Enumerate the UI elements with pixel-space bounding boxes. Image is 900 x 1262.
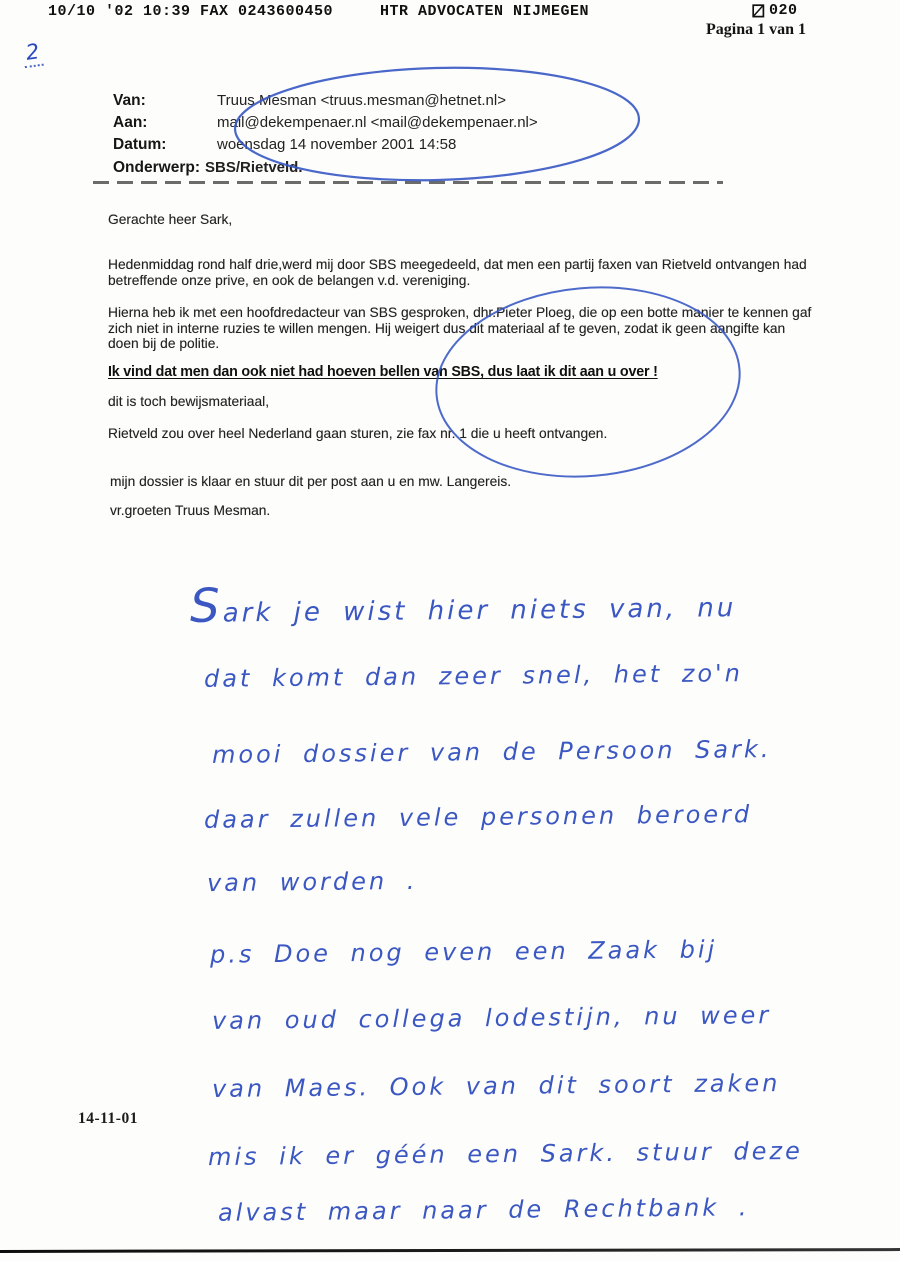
handwriting-line: van oud collega lodestijn, nu weer	[211, 1001, 772, 1035]
handwriting-line: daar zullen vele personen beroerd	[203, 800, 753, 834]
mail-field-value: mail@dekempenaer.nl <mail@dekempenaer.nl>	[217, 114, 538, 131]
fax-timestamp: 10/10 '02 10:39 FAX 0243600450	[48, 3, 334, 20]
mail-field-value: SBS/Rietveld.	[204, 159, 303, 176]
handwriting-line: Sark je wist hier niets van, nu	[189, 579, 737, 634]
mail-field-label: Onderwerp:	[113, 159, 200, 176]
handwriting-line: van Maes. Ook van dit soort zaken	[211, 1069, 781, 1103]
mail-header-row-van	[113, 92, 506, 110]
fax-page-counter	[752, 2, 798, 19]
handwritten-page-number: 2	[21, 39, 44, 68]
handwriting-line: p.s Doe nog even een Zaak bij	[209, 935, 718, 969]
body-paragraph-2: Hierna heb ik met een hoofdredacteur van SBS gesproken, dhr.Pieter Ploeg, die op een botte manier te kennen gaf zich niet in interne ruzies te willen mengen. Hij weigert dus dit materiaal af te geven, zodat ik geen aangifte kan doen bij de politie.	[108, 305, 812, 352]
date-stamp: 14-11-01	[78, 1110, 138, 1127]
body-emphasis-line: Ik vind dat men dan ook niet had hoeven bellen van SBS, dus laat ik dit aan u over !	[108, 364, 658, 380]
mail-field-value: woensdag 14 november 2001 14:58	[217, 136, 457, 153]
mail-field-label: Van:	[113, 92, 146, 109]
header-separator-line	[93, 181, 723, 184]
handwriting-line: dat komt dan zeer snel, het zo'n	[203, 659, 744, 693]
mail-field-label: Aan:	[113, 114, 148, 131]
mail-header-row-datum	[113, 136, 456, 154]
mail-header-row-onderwerp	[113, 159, 303, 177]
mail-field-value: Truus Mesman <truus.mesman@hetnet.nl>	[217, 92, 506, 109]
body-paragraph-5: mijn dossier is klaar en stuur dit per post aan u en mw. Langereis.	[110, 474, 512, 489]
handwriting-line: alvast maar naar de Rechtbank .	[217, 1193, 750, 1227]
page-info: Pagina 1 van 1	[706, 21, 807, 38]
fax-sender-name: HTR ADVOCATEN NIJMEGEN	[380, 3, 590, 20]
fax-page-icon	[752, 4, 765, 18]
handwriting-line: van worden .	[206, 866, 418, 898]
mail-header-row-aan	[113, 114, 538, 132]
handwriting-line: mooi dossier van de Persoon Sark.	[211, 735, 772, 769]
salutation: Gerachte heer Sark,	[108, 212, 233, 227]
scan-artifact-line	[0, 1248, 900, 1253]
body-paragraph-3: dit is toch bewijsmateriaal,	[108, 394, 270, 409]
mail-field-label: Datum:	[113, 136, 167, 153]
fax-page-number: 020	[769, 2, 798, 19]
handwriting-line: mis ik er géén een Sark. stuur deze	[207, 1136, 803, 1172]
body-closing: vr.groeten Truus Mesman.	[110, 503, 271, 518]
body-paragraph-1: Hedenmiddag rond half drie,werd mij door SBS meegedeeld, dat men een partij faxen van Rietveld ontvangen had betreffende onze prive, en ook de belangen v.d. vereniging.	[108, 257, 807, 288]
body-paragraph-4: Rietveld zou over heel Nederland gaan sturen, zie fax nr. 1 die u heeft ontvangen.	[108, 426, 608, 441]
